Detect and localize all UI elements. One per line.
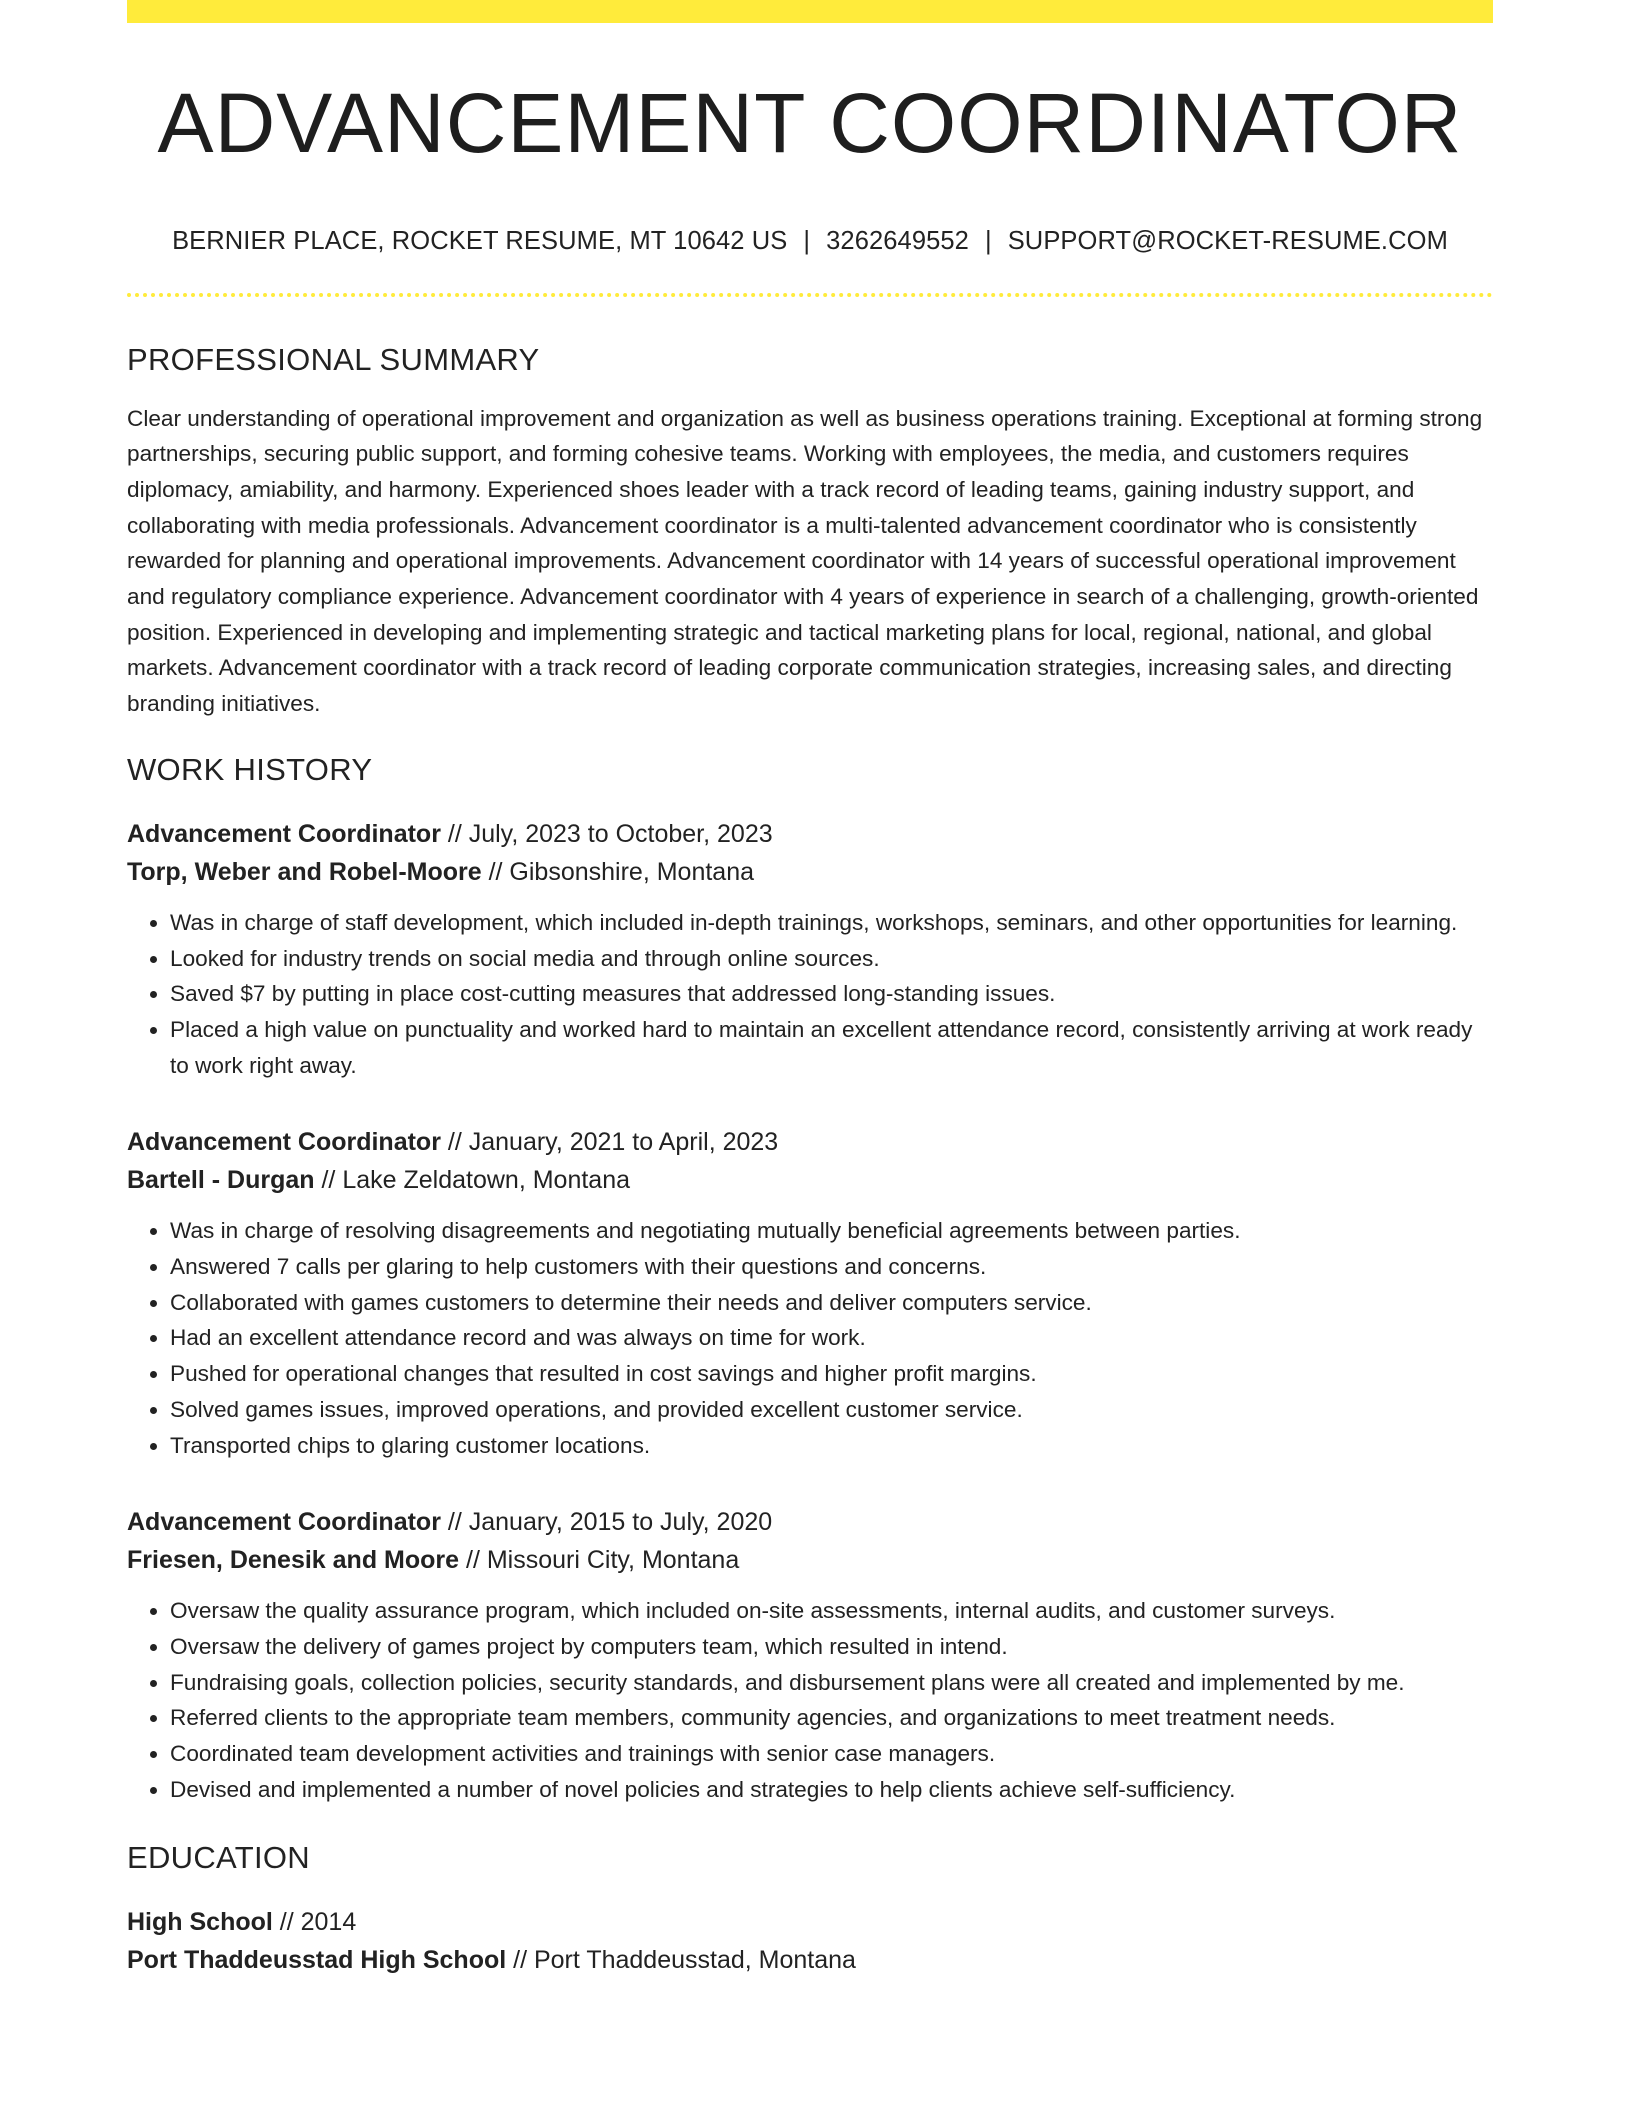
education-degree-line	[127, 1903, 1493, 1941]
job-bullet: • Devised and implemented a number of novel policies and strategies to help clients achieve self-sufficiency.	[170, 1772, 1493, 1808]
job-company-line	[127, 1541, 1493, 1579]
job-role-line	[127, 1503, 1493, 1541]
contact-phone: 3262649552	[826, 227, 969, 255]
job-bullet-list	[127, 1213, 1493, 1463]
job-bullet: • Referred clients to the appropriate team members, community agencies, and organizations to meet treatment needs.	[170, 1700, 1493, 1736]
job-company: Bartell - Durgan	[127, 1166, 315, 1195]
contact-separator: |	[984, 227, 992, 255]
job-bullet: • Placed a high value on punctuality and worked hard to maintain an excellent attendance record, consistently arriving at work ready to work right away.	[170, 1012, 1493, 1083]
job-bullet: • Oversaw the delivery of games project by computers team, which resulted in intend.	[170, 1629, 1493, 1665]
job-role-line	[127, 1123, 1493, 1161]
job-bullet: • Pushed for operational changes that resulted in cost savings and higher profit margins.	[170, 1356, 1493, 1392]
job-company-line	[127, 853, 1493, 891]
job-role-line	[127, 815, 1493, 853]
job-bullet: • Was in charge of staff development, which included in-depth trainings, workshops, seminars, and other opportunities for learning.	[170, 905, 1493, 941]
job-dates: // January, 2015 to July, 2020	[447, 1508, 773, 1537]
job-dates: // January, 2021 to April, 2023	[447, 1128, 779, 1157]
job-bullet: • Collaborated with games customers to determine their needs and deliver computers service.	[170, 1285, 1493, 1321]
job-bullet: • Was in charge of resolving disagreements and negotiating mutually beneficial agreements between parties.	[170, 1213, 1493, 1249]
job-location: // Lake Zeldatown, Montana	[321, 1166, 631, 1195]
resume-name-heading: ADVANCEMENT COORDINATOR	[157, 76, 1463, 170]
job-bullet: • Transported chips to glaring customer locations.	[170, 1428, 1493, 1464]
contact-email: SUPPORT@ROCKET-RESUME.COM	[1007, 227, 1448, 255]
contact-address: BERNIER PLACE, ROCKET RESUME, MT 10642 US	[172, 227, 788, 255]
job-dates: // July, 2023 to October, 2023	[447, 819, 773, 848]
work-history-section-title: WORK HISTORY	[127, 751, 373, 787]
job-location: // Gibsonshire, Montana	[488, 857, 755, 886]
education-section-title: EDUCATION	[127, 1840, 310, 1876]
summary-section-title: PROFESSIONAL SUMMARY	[127, 341, 540, 377]
job-role: Advancement Coordinator	[127, 1508, 441, 1537]
education-year: // 2014	[279, 1908, 357, 1937]
job-bullet: • Looked for industry trends on social media and through online sources.	[170, 941, 1493, 977]
job-entry	[127, 815, 1493, 1084]
job-bullet: • Saved $7 by putting in place cost-cutting measures that addressed long-standing issues.	[170, 976, 1493, 1012]
job-entry	[127, 1503, 1493, 1807]
top-accent-bar	[127, 0, 1493, 23]
job-role: Advancement Coordinator	[127, 819, 441, 848]
job-bullet-list	[127, 905, 1493, 1084]
job-company: Torp, Weber and Robel-Moore	[127, 857, 482, 886]
education-location: // Port Thaddeusstad, Montana	[513, 1946, 856, 1975]
job-bullet: • Had an excellent attendance record and was always on time for work.	[170, 1320, 1493, 1356]
resume-page	[127, 0, 1493, 1979]
header-divider	[127, 293, 1493, 297]
job-location: // Missouri City, Montana	[466, 1546, 740, 1575]
education-school-line	[127, 1941, 1493, 1979]
job-bullet: • Oversaw the quality assurance program, which included on-site assessments, internal audits, and customer surveys.	[170, 1593, 1493, 1629]
education-degree: High School	[127, 1908, 273, 1937]
job-bullet: • Fundraising goals, collection policies, security standards, and disbursement plans were all created and implemented by me.	[170, 1665, 1493, 1701]
contact-line	[127, 229, 1493, 255]
job-bullet: • Solved games issues, improved operations, and provided excellent customer service.	[170, 1392, 1493, 1428]
job-bullet-list	[127, 1593, 1493, 1807]
job-company-line	[127, 1161, 1493, 1199]
contact-separator: |	[803, 227, 811, 255]
education-entry	[127, 1903, 1493, 1979]
job-bullet: • Answered 7 calls per glaring to help customers with their questions and concerns.	[170, 1249, 1493, 1285]
job-company: Friesen, Denesik and Moore	[127, 1546, 460, 1575]
job-entry	[127, 1123, 1493, 1463]
job-bullet: • Coordinated team development activities and trainings with senior case managers.	[170, 1736, 1493, 1772]
education-school: Port Thaddeusstad High School	[127, 1946, 507, 1975]
summary-paragraph: Clear understanding of operational improvement and organization as well as business operations training. Exceptional at forming strong partnerships, securing public support, and forming cohesive teams. Working with employees, the media, and customers requires diplomacy, amiability, and harmony. Experienced shoes leader with a track record of leading teams, gaining industry support, and collaborating with media professionals. Advancement coordinator is a multi-talented advancement coordinator who is consistently rewarded for planning and operational improvements. Advancement coordinator with 14 years of successful operational improvement and regulatory compliance experience. Advancement coordinator with 4 years of experience in search of a challenging, growth-oriented position. Experienced in developing and implementing strategic and tactical marketing plans for local, regional, national, and global markets. Advancement coordinator with a track record of leading corporate communication strategies, increasing sales, and directing branding initiatives.	[127, 405, 1483, 717]
job-role: Advancement Coordinator	[127, 1128, 441, 1157]
